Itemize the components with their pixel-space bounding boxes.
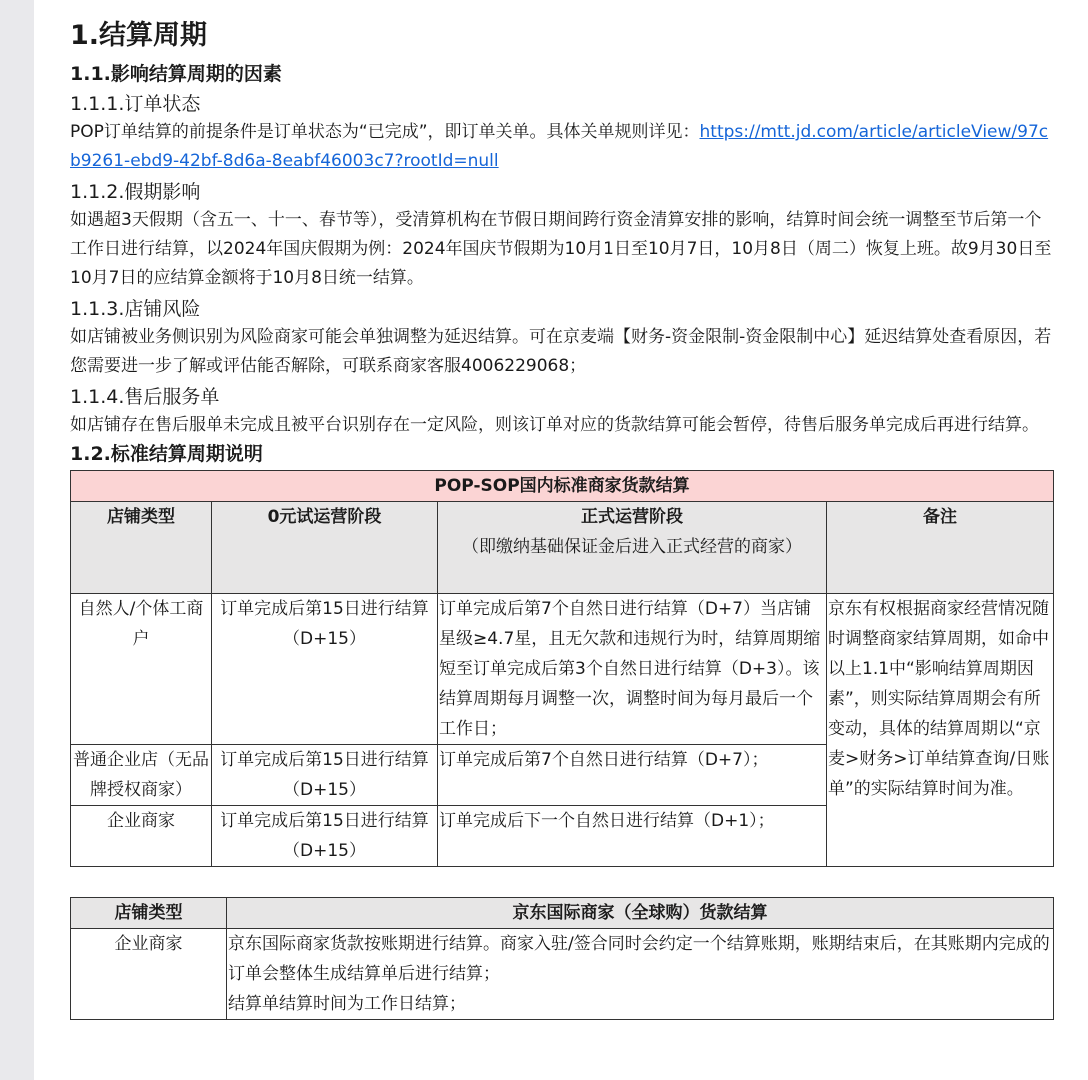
order-status-text: POP订单结算的前提条件是订单状态为“已完成”，即订单关单。具体关单规则详见： bbox=[70, 122, 700, 142]
header-remark: 备注 bbox=[827, 502, 1054, 594]
document-content bbox=[70, 16, 1056, 1020]
document-page bbox=[34, 0, 1088, 1080]
domestic-settlement-table bbox=[70, 470, 1054, 867]
table-row bbox=[71, 594, 1054, 745]
settlement-desc-line: 结算单结算时间为工作日结算； bbox=[228, 994, 466, 1014]
header-formal-stage bbox=[438, 502, 827, 594]
table-title: POP-SOP国内标准商家货款结算 bbox=[71, 471, 1054, 502]
paragraph-order-status bbox=[70, 118, 1056, 176]
heading-store-risk: 1.1.3.店铺风险 bbox=[70, 298, 201, 320]
header-store-type: 店铺类型 bbox=[71, 898, 227, 929]
heading-settlement-cycle: 1.结算周期 bbox=[70, 20, 208, 51]
header-formal-subtitle: （即缴纳基础保证金后进入正式经营的商家） bbox=[462, 537, 802, 557]
cell-store-type: 企业商家 bbox=[71, 806, 212, 867]
heading-holiday-impact: 1.1.2.假期影响 bbox=[70, 181, 201, 203]
heading-after-sales: 1.1.4.售后服务单 bbox=[70, 386, 220, 408]
international-settlement-table bbox=[70, 897, 1054, 1020]
paragraph-store-risk: 如店铺被业务侧识别为风险商家可能会单独调整为延迟结算。可在京麦端【财务-资金限制-资金限制中心】延迟结算处查看原因，若您需要进一步了解或评估能否解除，可联系商家客服4006229068； bbox=[70, 327, 1052, 376]
cell-trial: 订单完成后第15日进行结算（D+15） bbox=[212, 806, 438, 867]
heading-cycle-factors: 1.1.影响结算周期的因素 bbox=[70, 63, 282, 85]
cell-formal: 订单完成后下一个自然日进行结算（D+1）； bbox=[438, 806, 827, 867]
cell-store-type: 自然人/个体工商户 bbox=[71, 594, 212, 745]
cell-settlement-desc bbox=[227, 929, 1054, 1020]
cell-trial: 订单完成后第15日进行结算（D+15） bbox=[212, 745, 438, 806]
cell-store-type: 企业商家 bbox=[71, 929, 227, 1020]
cell-store-type: 普通企业店（无品牌授权商家） bbox=[71, 745, 212, 806]
cell-remark: 京东有权根据商家经营情况随时调整商家结算周期，如命中以上1.1中“影响结算周期因素”，则实际结算周期会有所变动，具体的结算周期以“京麦>财务>订单结算查询/日账单”的实际结算时间为准。 bbox=[827, 594, 1054, 867]
header-trial-stage: 0元试运营阶段 bbox=[212, 502, 438, 594]
heading-order-status: 1.1.1.订单状态 bbox=[70, 93, 201, 115]
header-international-title: 京东国际商家（全球购）货款结算 bbox=[227, 898, 1054, 929]
header-formal-title: 正式运营阶段 bbox=[581, 507, 683, 527]
close-rules-link[interactable]: https://mtt.jd.com/article/articleView/97cb9261-ebd9-42bf-8d6a-8eabf46003c7?rootId=null bbox=[70, 122, 1049, 171]
cell-formal: 订单完成后第7个自然日进行结算（D+7）当店铺星级≥4.7星，且无欠款和违规行为时，结算周期缩短至订单完成后第3个自然日进行结算（D+3）。该结算周期每月调整一次，调整时间为每月最后一个工作日； bbox=[438, 594, 827, 745]
cell-trial: 订单完成后第15日进行结算（D+15） bbox=[212, 594, 438, 745]
table-header-row bbox=[71, 898, 1054, 929]
paragraph-after-sales: 如店铺存在售后服单未完成且被平台识别存在一定风险，则该订单对应的货款结算可能会暂停，待售后服务单完成后再进行结算。 bbox=[70, 415, 1039, 435]
cell-formal: 订单完成后第7个自然日进行结算（D+7）； bbox=[438, 745, 827, 806]
table-header-row bbox=[71, 502, 1054, 594]
settlement-desc-line: 京东国际商家货款按账期进行结算。商家入驻/签合同时会约定一个结算账期，账期结束后，在其账期内完成的订单会整体生成结算单后进行结算； bbox=[228, 934, 1050, 984]
table-row bbox=[71, 929, 1054, 1020]
paragraph-holiday-impact: 如遇超3天假期（含五一、十一、春节等），受清算机构在节假日期间跨行资金清算安排的影响，结算时间会统一调整至节后第一个工作日进行结算，以2024年国庆假期为例：2024年国庆节假期为10月1日至10月7日，10月8日（周二）恢复上班。故9月30日至10月7日的应结算金额将于10月8日统一结算。 bbox=[70, 210, 1052, 288]
table-title-row bbox=[71, 471, 1054, 502]
heading-standard-cycle: 1.2.标准结算周期说明 bbox=[70, 443, 263, 465]
header-store-type: 店铺类型 bbox=[71, 502, 212, 594]
